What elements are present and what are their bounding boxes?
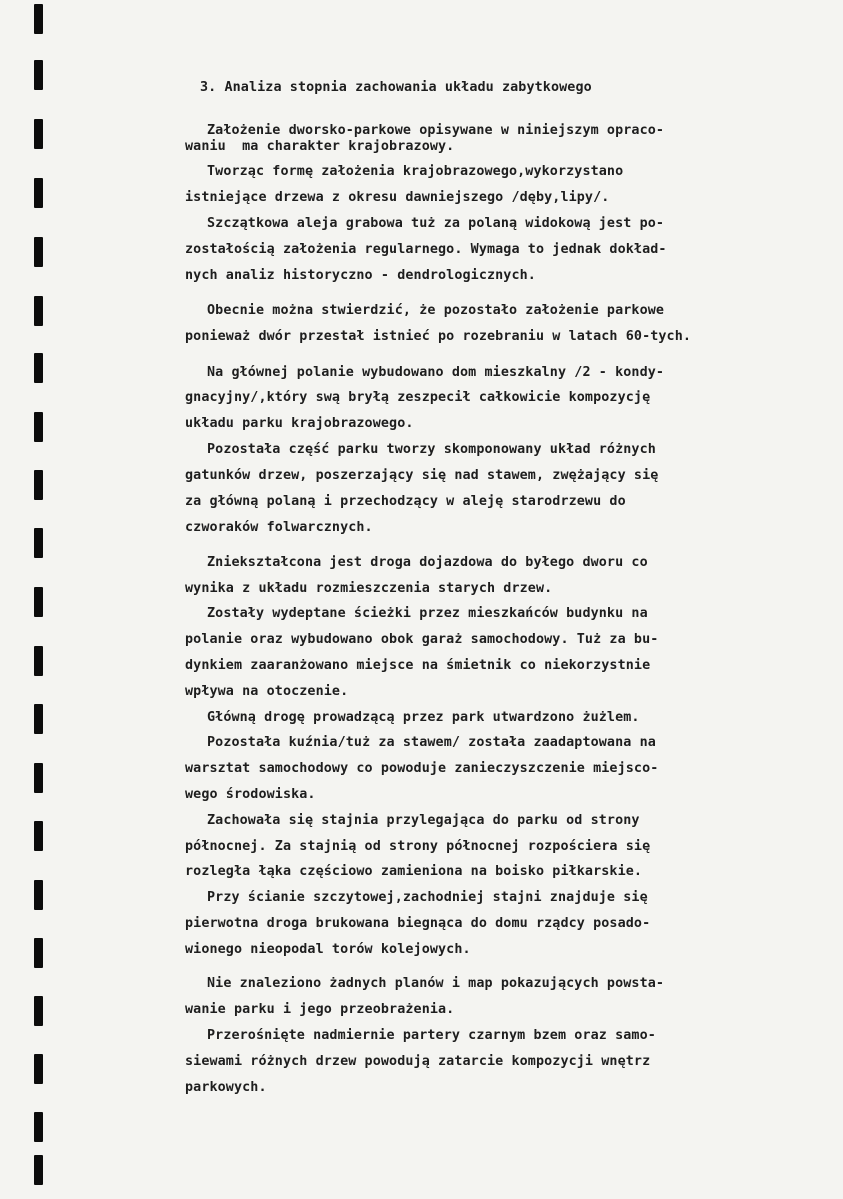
- text-line: pierwotna droga brukowana biegnąca do domu rządcy posado-: [185, 916, 651, 931]
- text-line: polanie oraz wybudowano obok garaż samochodowy. Tuż za bu-: [185, 632, 659, 647]
- text-line: wanie parku i jego przeobrażenia.: [185, 1002, 455, 1017]
- binding-hole: [34, 821, 43, 851]
- section-heading: 3. Analiza stopnia zachowania układu zabytkowego: [200, 80, 592, 95]
- binding-hole: [34, 296, 43, 326]
- text-line: za główną polaną i przechodzący w aleję starodrzewu do: [185, 494, 626, 509]
- binding-hole: [34, 587, 43, 617]
- text-line: układu parku krajobrazowego.: [185, 416, 414, 431]
- text-line: Pozostała kuźnia/tuż za stawem/ została zaadaptowana na: [207, 735, 656, 750]
- text-line: siewami różnych drzew powodują zatarcie kompozycji wnętrz: [185, 1054, 651, 1069]
- text-line: zostałością założenia regularnego. Wymaga to jednak dokład-: [185, 242, 667, 257]
- binding-hole: [34, 119, 43, 149]
- binding-hole: [34, 704, 43, 734]
- text-line: Zniekształcona jest droga dojazdowa do byłego dworu co: [207, 555, 648, 570]
- text-line: Zostały wydeptane ścieżki przez mieszkańców budynku na: [207, 606, 648, 621]
- text-line: Na głównej polanie wybudowano dom mieszkalny /2 - kondy-: [207, 365, 665, 380]
- binding-hole: [34, 1155, 43, 1185]
- binding-hole: [34, 1112, 43, 1142]
- text-line: Tworząc formę założenia krajobrazowego,wykorzystano: [207, 164, 624, 179]
- text-line: parkowych.: [185, 1080, 267, 1095]
- text-line: Główną drogę prowadzącą przez park utwardzono żużlem.: [207, 710, 640, 725]
- text-line: waniu ma charakter krajobrazowy.: [185, 139, 455, 154]
- text-line: Założenie dworsko-parkowe opisywane w niniejszym opraco-: [207, 123, 665, 138]
- text-line: nych analiz historyczno - dendrologicznych.: [185, 268, 536, 283]
- text-line: wpływa na otoczenie.: [185, 684, 349, 699]
- binding-hole: [34, 763, 43, 793]
- binding-hole: [34, 412, 43, 442]
- text-line: rozległa łąka częściowo zamieniona na boisko piłkarskie.: [185, 864, 643, 879]
- binding-hole: [34, 938, 43, 968]
- binding-hole: [34, 4, 43, 34]
- text-line: wionego nieopodal torów kolejowych.: [185, 942, 471, 957]
- binding-hole: [34, 237, 43, 267]
- binding-hole: [34, 470, 43, 500]
- text-line: Przy ścianie szczytowej,zachodniej stajni znajduje się: [207, 890, 648, 905]
- text-line: wego środowiska.: [185, 787, 316, 802]
- text-line: warsztat samochodowy co powoduje zanieczyszczenie miejsco-: [185, 761, 659, 776]
- text-line: czworaków folwarcznych.: [185, 520, 373, 535]
- text-line: Obecnie można stwierdzić, że pozostało założenie parkowe: [207, 303, 665, 318]
- binding-hole: [34, 528, 43, 558]
- text-line: Pozostała część parku tworzy skomponowany układ różnych: [207, 442, 656, 457]
- text-line: Szczątkowa aleja grabowa tuż za polaną widokową jest po-: [207, 216, 665, 231]
- binding-hole: [34, 996, 43, 1026]
- text-line: dynkiem zaaranżowano miejsce na śmietnik co niekorzystnie: [185, 658, 651, 673]
- text-line: gatunków drzew, poszerzający się nad stawem, zwężający się: [185, 468, 659, 483]
- binding-hole: [34, 178, 43, 208]
- text-line: gnacyjny/,który swą bryłą zeszpecił całkowicie kompozycję: [185, 390, 651, 405]
- text-line: wynika z układu rozmieszczenia starych drzew.: [185, 581, 553, 596]
- text-line: Przerośnięte nadmiernie partery czarnym bzem oraz samo-: [207, 1028, 656, 1043]
- text-line: północnej. Za stajnią od strony północnej rozpościera się: [185, 839, 651, 854]
- text-line: istniejące drzewa z okresu dawniejszego /dęby,lipy/.: [185, 190, 610, 205]
- binding-hole: [34, 60, 43, 90]
- text-line: Zachowała się stajnia przylegająca do parku od strony: [207, 813, 640, 828]
- binding-hole: [34, 880, 43, 910]
- text-line: ponieważ dwór przestał istnieć po rozebraniu w latach 60-tych.: [185, 329, 692, 344]
- binding-hole: [34, 1054, 43, 1084]
- binding-hole: [34, 353, 43, 383]
- binding-hole: [34, 646, 43, 676]
- text-line: Nie znaleziono żadnych planów i map pokazujących powsta-: [207, 976, 665, 991]
